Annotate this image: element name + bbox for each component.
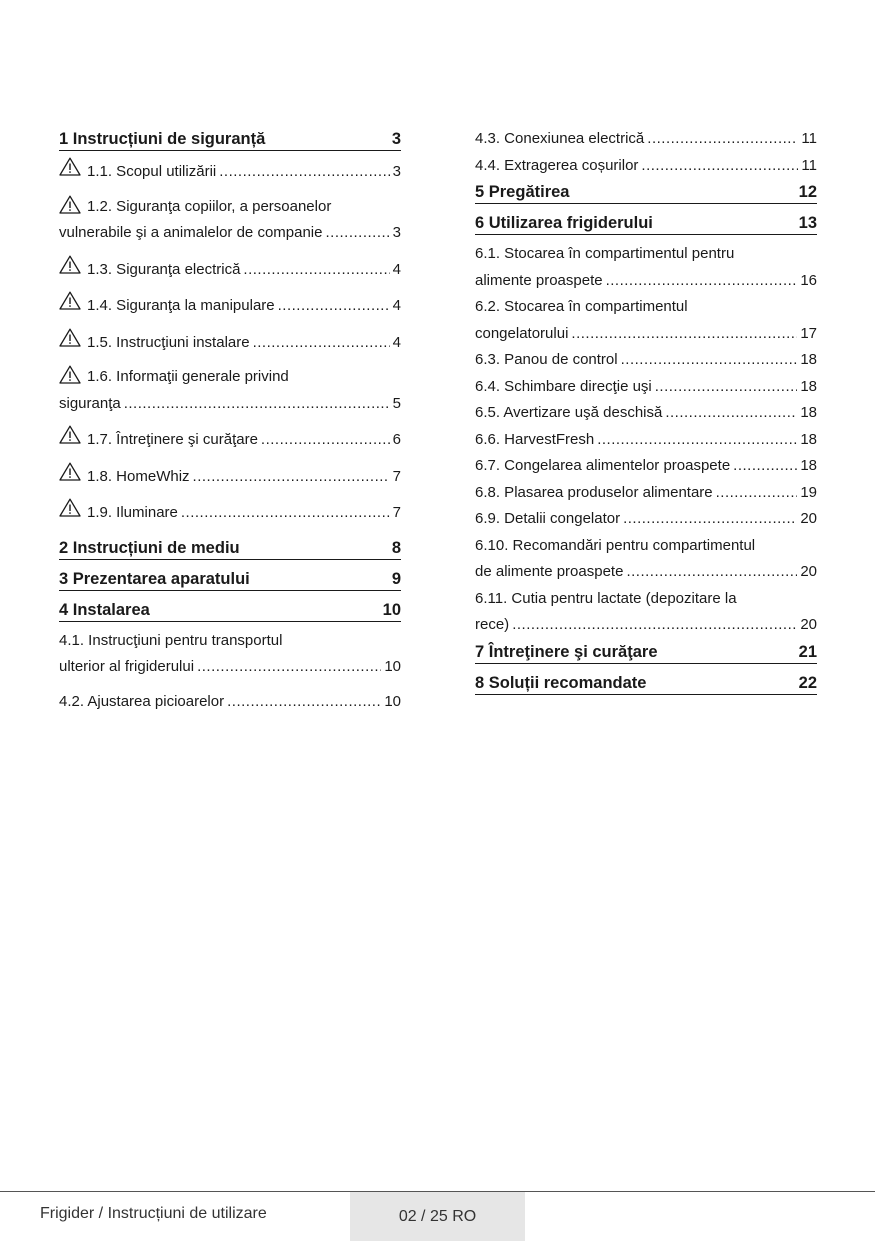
toc-entry-title: 1.4. Siguranţa la manipulare (87, 297, 275, 314)
toc-entry-6-9-detalii-congelator[interactable] (475, 506, 817, 533)
toc-entry-title: 6.9. Detalii congelator (475, 510, 621, 527)
toc-entry-6-6-harvestfresh[interactable] (475, 427, 817, 454)
dot-leader (124, 391, 390, 418)
toc-entry-page: 5 (392, 394, 401, 412)
dot-leader (606, 268, 798, 295)
toc-chapter-page: 21 (798, 642, 817, 661)
warning-triangle-icon (59, 255, 81, 274)
dot-leader (325, 220, 389, 247)
dot-leader (626, 559, 797, 586)
toc-entry-page: 6 (392, 431, 401, 448)
toc-entry-6-1-stocarea-in-compartimentul-pentru[interactable] (475, 241, 817, 294)
toc-entry-page: 17 (800, 324, 817, 342)
dot-leader (716, 480, 798, 507)
toc-entry-1-4-siguranta-la-manipulare[interactable] (59, 291, 401, 320)
toc-entry-title: 6.5. Avertizare uşă deschisă (475, 404, 663, 421)
toc-chapter-4-instalarea[interactable] (59, 597, 401, 622)
toc-entry-page: 18 (800, 377, 817, 395)
toc-entry-page: 4 (392, 297, 401, 314)
toc-entry-page: 19 (800, 483, 817, 501)
toc-entry-page: 18 (800, 457, 817, 474)
dot-leader (278, 293, 390, 320)
toc-entry-title: 1.9. Iluminare (87, 504, 178, 521)
toc-chapter-page: 22 (798, 673, 817, 692)
toc-chapter-page: 13 (798, 214, 817, 232)
toc-entry-1-3-siguranta-electrica[interactable] (59, 255, 401, 284)
dot-leader (647, 126, 798, 153)
toc-entry-4-2-ajustarea-picioarelor[interactable] (59, 689, 401, 716)
toc-chapter-title: 1 Instrucțiuni de siguranță (59, 130, 266, 148)
dot-leader (571, 321, 797, 348)
toc-entry-4-3-conexiunea-electrica[interactable] (475, 126, 817, 153)
toc-entry-title: ulterior al frigiderului (59, 658, 195, 675)
toc-entry-page: 20 (800, 616, 817, 633)
toc-chapter-1-instructiuni-de-siguranta[interactable] (59, 126, 401, 151)
toc-entry-title: 4.2. Ajustarea picioarelor (59, 692, 225, 710)
toc-entry-page: 11 (801, 130, 817, 147)
toc-entry-6-2-stocarea-in-compartimentul[interactable] (475, 294, 817, 347)
toc-entry-page: 3 (392, 224, 401, 241)
toc-left-column (59, 126, 401, 723)
warning-triangle-icon (59, 291, 81, 310)
warning-triangle-icon (59, 157, 81, 176)
toc-entry-page: 10 (384, 692, 401, 710)
toc-entry-4-4-extragerea-cosurilor[interactable] (475, 153, 817, 180)
dot-leader (655, 374, 798, 401)
dot-leader (733, 453, 797, 480)
toc-entry-title: congelatorului (475, 324, 569, 342)
toc-entry-1-6-informatii-generale-privind[interactable] (59, 364, 401, 417)
dot-leader (227, 689, 381, 716)
toc-chapter-3-prezentarea-aparatului[interactable] (59, 566, 401, 591)
toc-entry-title-line1: 4.1. Instrucţiuni pentru transportul (59, 631, 283, 649)
toc-entry-6-8-plasarea-produselor-alimentare[interactable] (475, 480, 817, 507)
toc-entry-page: 20 (800, 510, 817, 527)
toc-entry-1-2-siguranta-copiilor-a-persoanelor[interactable] (59, 194, 401, 247)
toc-entry-title: vulnerabile şi a animalelor de companie (59, 224, 323, 241)
toc-entry-title: 1.5. Instrucţiuni instalare (87, 333, 250, 351)
warning-triangle-icon (59, 425, 81, 444)
toc-entry-title-line1: 6.1. Stocarea în compartimentul pentru (475, 245, 735, 262)
toc-entry-title: siguranţa (59, 394, 121, 412)
toc-entry-page: 20 (800, 563, 817, 580)
dot-leader (181, 500, 390, 527)
toc-entry-title: alimente proaspete (475, 271, 603, 289)
toc-chapter-title: 6 Utilizarea frigiderului (475, 214, 653, 232)
toc-entry-1-9-iluminare[interactable] (59, 498, 401, 527)
dot-leader (193, 464, 390, 491)
toc-entry-6-7-congelarea-alimentelor-proaspete[interactable] (475, 453, 817, 480)
toc-entry-title: de alimente proaspete (475, 563, 624, 580)
warning-triangle-icon (59, 498, 81, 517)
toc-entry-6-10-recomandari-pentru-compartimentul[interactable] (475, 533, 817, 586)
toc-entry-1-1-scopul-utilizarii[interactable] (59, 157, 401, 186)
toc-chapter-page: 3 (391, 130, 401, 148)
toc-chapter-2-instructiuni-de-mediu[interactable] (59, 535, 401, 560)
toc-entry-title: 1.3. Siguranţa electrică (87, 260, 241, 278)
toc-entry-4-1-instructiuni-pentru-transportul[interactable] (59, 628, 401, 681)
toc-chapter-title: 3 Prezentarea aparatului (59, 569, 250, 588)
dot-leader (621, 347, 798, 374)
warning-triangle-icon (59, 328, 81, 347)
toc-chapter-title: 7 Întreţinere şi curăţare (475, 642, 658, 661)
dot-leader (243, 257, 389, 284)
dot-leader (665, 400, 797, 427)
warning-triangle-icon (59, 195, 81, 214)
toc-entry-page: 4 (392, 260, 401, 278)
toc-entry-6-3-panou-de-control[interactable] (475, 347, 817, 374)
toc-chapter-title: 5 Pregătirea (475, 183, 570, 201)
toc-entry-page: 11 (801, 156, 817, 174)
toc-entry-page: 4 (392, 333, 401, 351)
toc-entry-title: 1.1. Scopul utilizării (87, 163, 217, 180)
toc-entry-page: 7 (392, 504, 401, 521)
toc-chapter-5-pregatirea[interactable] (475, 179, 817, 204)
toc-entry-title: 6.3. Panou de control (475, 351, 618, 368)
footer-document-title: Frigider / Instrucțiuni de utilizare (40, 1205, 267, 1222)
footer-page-number-box (350, 1192, 525, 1241)
toc-chapter-7-intretinere-si-curatare[interactable] (475, 639, 817, 664)
toc-entry-title-line1: 6.10. Recomandări pentru compartimentul (475, 536, 756, 554)
dot-leader (261, 427, 390, 454)
toc-chapter-page: 9 (391, 569, 401, 588)
toc-entry-title-line1: 6.11. Cutia pentru lactate (depozitare la (475, 589, 737, 607)
dot-leader (597, 427, 797, 454)
toc-entry-title: 6.6. HarvestFresh (475, 430, 595, 448)
toc-chapter-page: 8 (391, 538, 401, 557)
toc-entry-title: 6.8. Plasarea produselor alimentare (475, 483, 713, 501)
toc-entry-title-line1: 1.6. Informaţii generale privind (87, 368, 289, 385)
toc-entry-1-5-instructiuni-instalare[interactable] (59, 328, 401, 357)
dot-leader (253, 330, 390, 357)
toc-entry-title: 6.7. Congelarea alimentelor proaspete (475, 457, 731, 474)
toc-entry-6-5-avertizare-usa-deschisa[interactable] (475, 400, 817, 427)
toc-entry-page: 16 (800, 271, 817, 289)
toc-entry-page: 18 (800, 351, 817, 368)
toc-entry-6-11-cutia-pentru-lactate-depozitare-la[interactable] (475, 586, 817, 639)
dot-leader (219, 159, 389, 186)
footer-page-number: 02 / 25 RO (398, 1207, 477, 1225)
toc-chapter-page: 12 (798, 183, 817, 201)
dot-leader (512, 612, 797, 639)
toc-entry-title: 4.3. Conexiunea electrică (475, 130, 645, 147)
toc-entry-title: 4.4. Extragerea coșurilor (475, 156, 639, 174)
toc-entry-title-line1: 6.2. Stocarea în compartimentul (475, 298, 688, 315)
dot-leader (623, 506, 797, 533)
warning-triangle-icon (59, 462, 81, 481)
toc-entry-6-4-schimbare-directie-usi[interactable] (475, 374, 817, 401)
toc-entry-1-7-intretinere-si-curatare[interactable] (59, 425, 401, 454)
toc-entry-page: 3 (392, 163, 401, 180)
toc-entry-title-line1: 1.2. Siguranţa copiilor, a persoanelor (87, 197, 332, 215)
toc-entry-page: 18 (800, 404, 817, 421)
toc-entry-title: 1.7. Întreţinere şi curăţare (87, 431, 258, 448)
toc-chapter-page: 10 (382, 600, 401, 619)
toc-entry-1-8-homewhiz[interactable] (59, 462, 401, 491)
toc-entry-title: 1.8. HomeWhiz (87, 467, 190, 485)
toc-chapter-title: 4 Instalarea (59, 600, 150, 619)
toc-entry-page: 7 (392, 467, 401, 485)
toc-entry-page: 18 (800, 430, 817, 448)
toc-entry-title: rece) (475, 616, 510, 633)
warning-triangle-icon (59, 365, 81, 384)
toc-entry-title: 6.4. Schimbare direcţie uşi (475, 377, 652, 395)
toc-chapter-8-solutii-recomandate[interactable] (475, 670, 817, 695)
toc-entry-page: 10 (384, 658, 401, 675)
toc-chapter-title: 2 Instrucțiuni de mediu (59, 538, 240, 557)
dot-leader (197, 654, 381, 681)
toc-chapter-6-utilizarea-frigiderului[interactable] (475, 210, 817, 235)
toc-right-column (475, 126, 817, 701)
toc-chapter-title: 8 Soluții recomandate (475, 673, 647, 692)
dot-leader (641, 153, 798, 180)
